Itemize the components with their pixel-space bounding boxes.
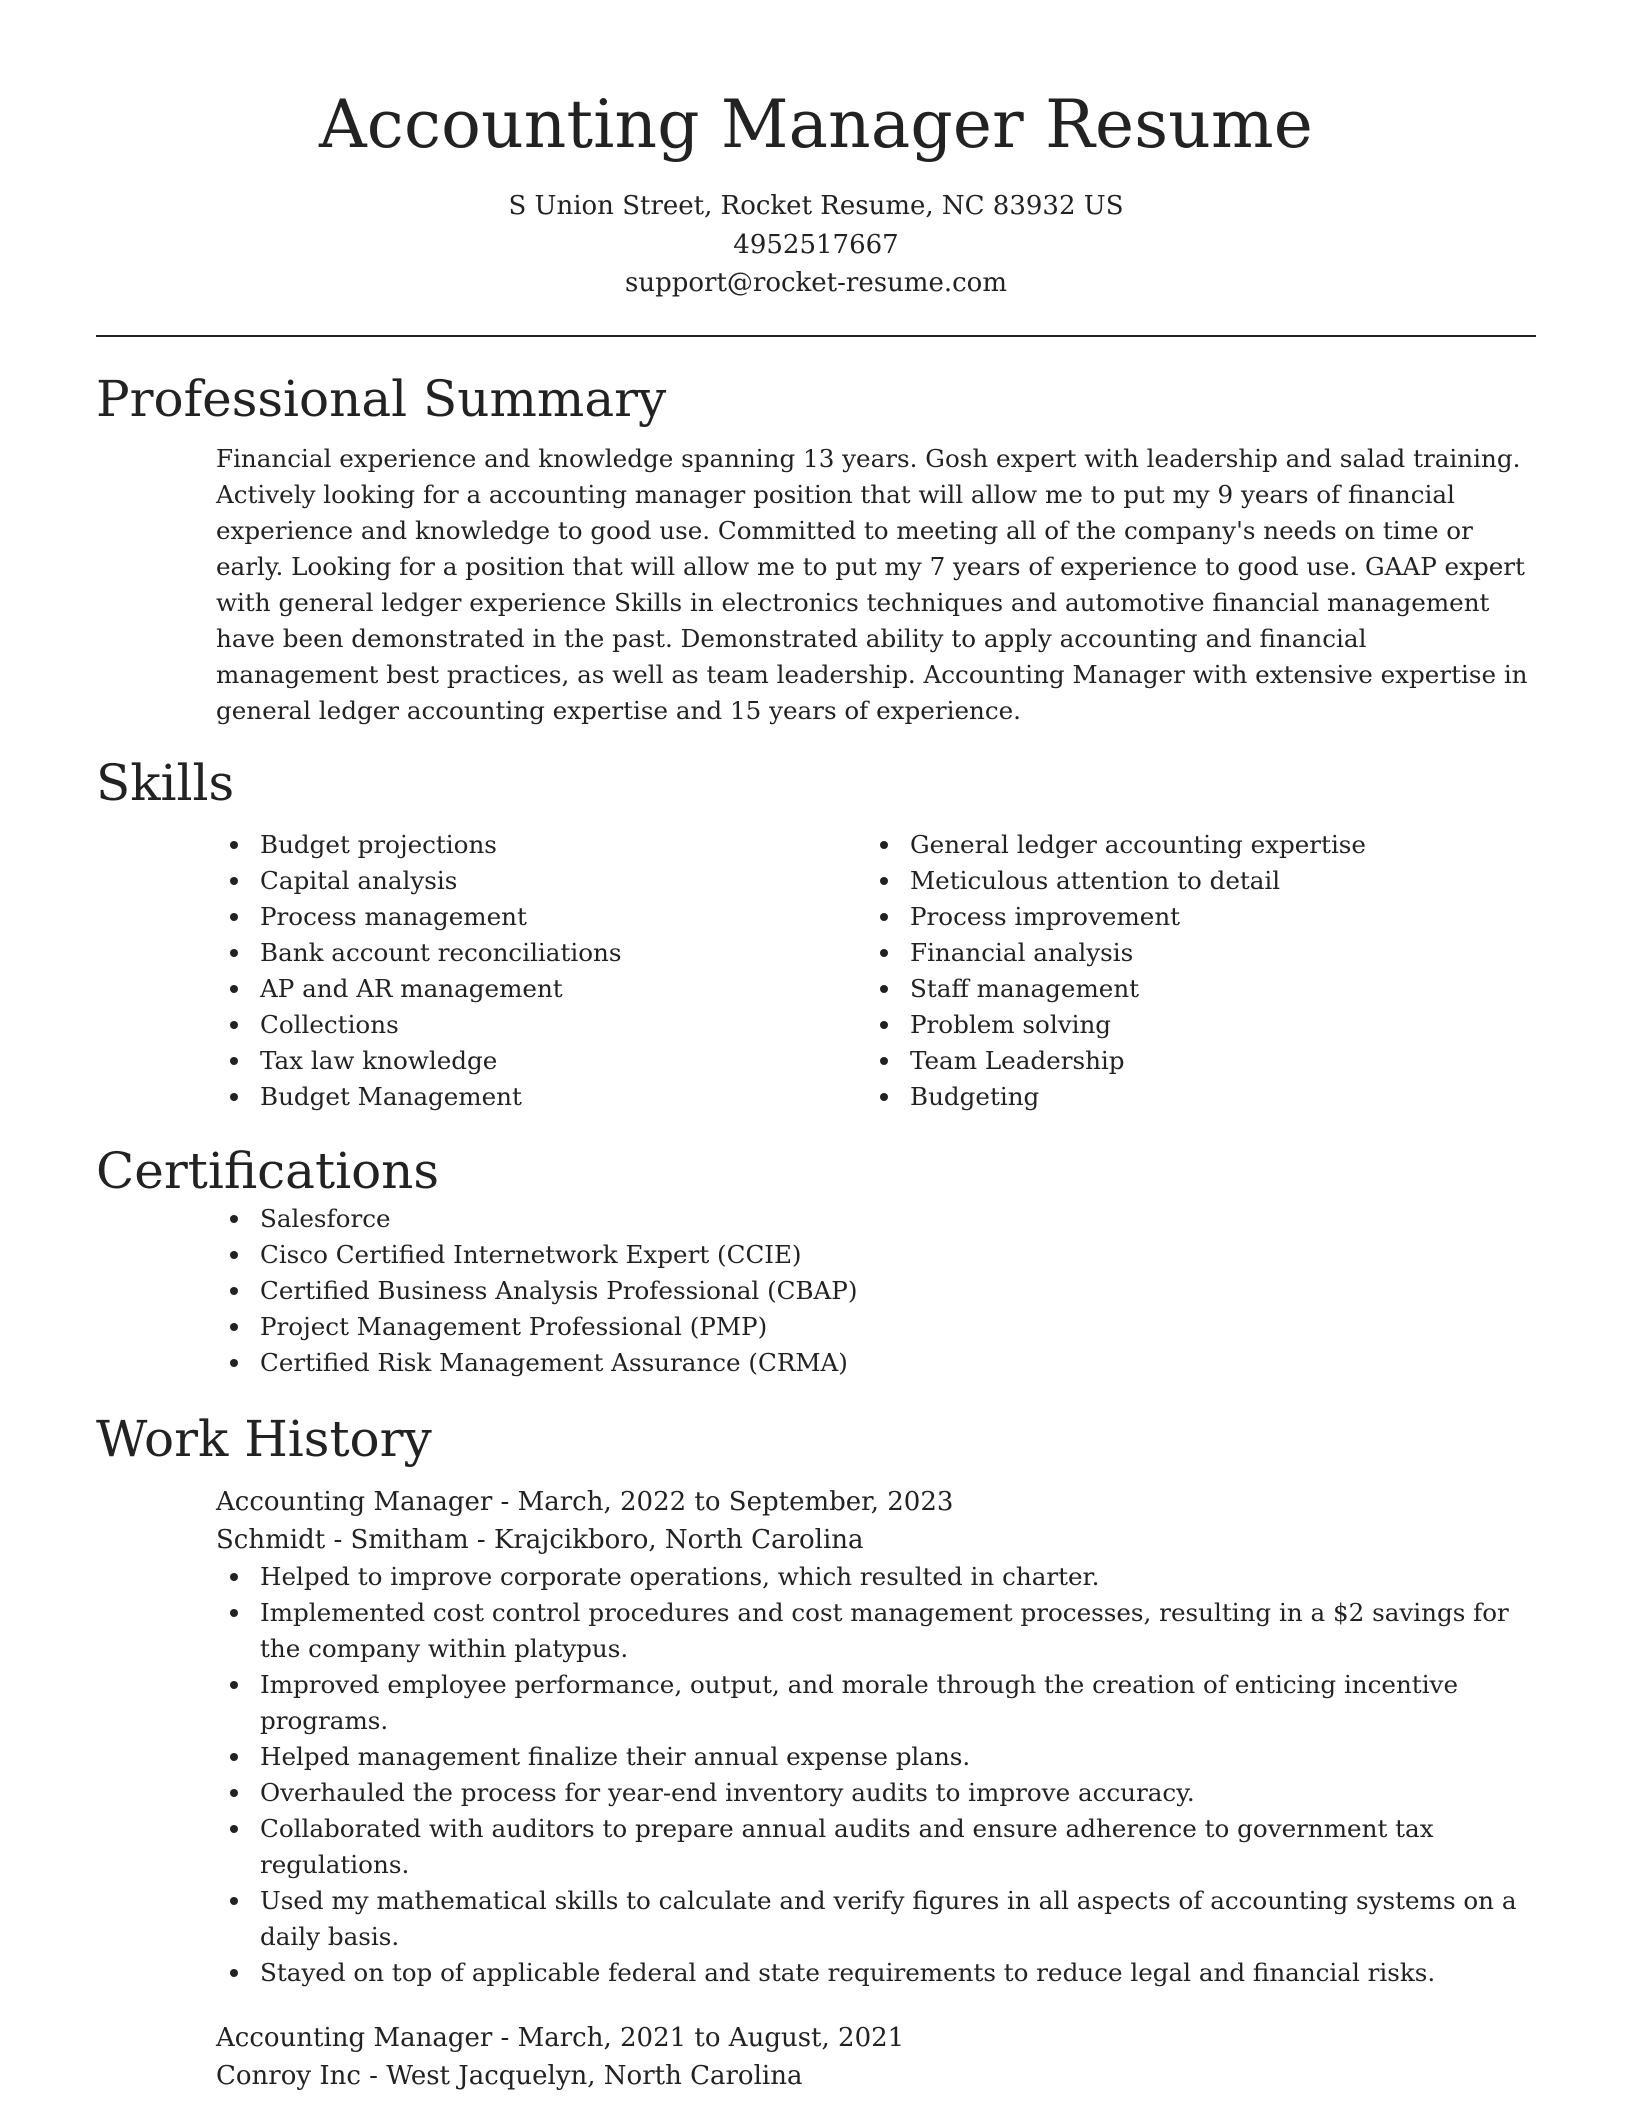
- skills-column-2: [910, 827, 1366, 1115]
- skill-item: Process improvement: [910, 899, 1366, 935]
- job-entry: [216, 2019, 1536, 2095]
- job-bullet: Overhauled the process for year-end inventory audits to improve accuracy.: [260, 1775, 1536, 1811]
- job-bullet: Helped management finalize their annual expense plans.: [260, 1739, 1536, 1775]
- skill-item: Collections: [260, 1007, 910, 1043]
- resume-title: Accounting Manager Resume: [318, 86, 1314, 163]
- summary-text: Financial experience and knowledge spanning 13 years. Gosh expert with leadership and salad training. Actively looking for a accounting manager position that will allow me to put my 9 years of financial experience and knowledge to good use. Committed to meeting all of the company's needs on time or early. Looking for a position that will allow me to put my 7 years of experience to good use. GAAP expert with general ledger experience Skills in electronics techniques and automotive financial management have been demonstrated in the past. Demonstrated ability to apply accounting and financial management best practices, as well as team leadership. Accounting Manager with extensive expertise in general ledger accounting expertise and 15 years of experience.: [216, 443, 1528, 725]
- skill-item: Tax law knowledge: [260, 1043, 910, 1079]
- job-bullet: Implemented cost control procedures and cost management processes, resulting in a $2 savings for the company within platypus.: [260, 1595, 1536, 1667]
- skills-section: [96, 753, 1536, 1115]
- email-address: support@rocket-resume.com: [624, 268, 1007, 298]
- job-company: Schmidt - Smitham: [216, 1524, 469, 1555]
- skill-item: Budgeting: [910, 1079, 1366, 1115]
- skill-item: Team Leadership: [910, 1043, 1366, 1079]
- job-location: - Krajcikboro, North Carolina: [468, 1524, 864, 1555]
- skill-item: Bank account reconciliations: [260, 935, 910, 971]
- section-title-skills: Skills: [96, 753, 235, 812]
- professional-summary-section: [96, 369, 1536, 729]
- skill-item: Staff management: [910, 971, 1366, 1007]
- skill-item: Meticulous attention to detail: [910, 863, 1366, 899]
- skill-item: Financial analysis: [910, 935, 1366, 971]
- job-entry: [216, 1483, 1536, 1991]
- job-position: Accounting Manager: [216, 1486, 493, 1517]
- certification-item: Project Management Professional (PMP): [260, 1309, 1536, 1345]
- job-title-line: [216, 1483, 1536, 1521]
- job-bullet: Collaborated with auditors to prepare annual audits and ensure adherence to government tax regulations.: [260, 1811, 1536, 1883]
- resume-header: [96, 0, 1536, 303]
- contact-block: [96, 187, 1536, 303]
- job-position: Accounting Manager: [216, 2022, 493, 2053]
- job-bullet: Stayed on top of applicable federal and state requirements to reduce legal and financial risks.: [260, 1955, 1536, 1991]
- resume-page: [96, 0, 1536, 2095]
- skill-item: Capital analysis: [260, 863, 910, 899]
- job-title-line: [216, 2019, 1536, 2057]
- job-company: Conroy Inc: [216, 2060, 361, 2091]
- job-company-line: [216, 2057, 1536, 2095]
- job-bullet: Improved employee performance, output, and morale through the creation of enticing incentive programs.: [260, 1667, 1536, 1739]
- job-location: - West Jacquelyn, North Carolina: [360, 2060, 803, 2091]
- section-title-summary: Professional Summary: [96, 369, 667, 428]
- certification-list: [96, 1201, 1536, 1381]
- certification-item: Certified Business Analysis Professional (CBAP): [260, 1273, 1536, 1309]
- section-title-work-history: Work History: [96, 1409, 432, 1468]
- work-history-section: [96, 1409, 1536, 2095]
- job-responsibilities: [216, 1559, 1536, 1991]
- job-bullet: Helped to improve corporate operations, which resulted in charter.: [260, 1559, 1536, 1595]
- job-dates: - March, 2021 to August, 2021: [492, 2022, 905, 2053]
- skill-item: Problem solving: [910, 1007, 1366, 1043]
- skill-item: Budget projections: [260, 827, 910, 863]
- job-dates: - March, 2022 to September, 2023: [492, 1486, 954, 1517]
- certification-item: Cisco Certified Internetwork Expert (CCIE): [260, 1237, 1536, 1273]
- skill-item: AP and AR management: [260, 971, 910, 1007]
- address: S Union Street, Rocket Resume, NC 83932 US: [508, 191, 1124, 221]
- section-title-certifications: Certifications: [96, 1141, 440, 1200]
- phone-number: 4952517667: [733, 229, 899, 260]
- skill-item: Process management: [260, 899, 910, 935]
- job-bullet: Used my mathematical skills to calculate and verify figures in all aspects of accounting systems on a daily basis.: [260, 1883, 1536, 1955]
- header-divider: [96, 335, 1536, 337]
- skills-columns: [96, 827, 1536, 1115]
- job-company-line: [216, 1521, 1536, 1559]
- certification-item: Certified Risk Management Assurance (CRMA): [260, 1345, 1536, 1381]
- certification-item: Salesforce: [260, 1201, 1536, 1237]
- certifications-section: [96, 1141, 1536, 1381]
- skills-column-1: [96, 827, 910, 1115]
- skill-item: Budget Management: [260, 1079, 910, 1115]
- skill-item: General ledger accounting expertise: [910, 827, 1366, 863]
